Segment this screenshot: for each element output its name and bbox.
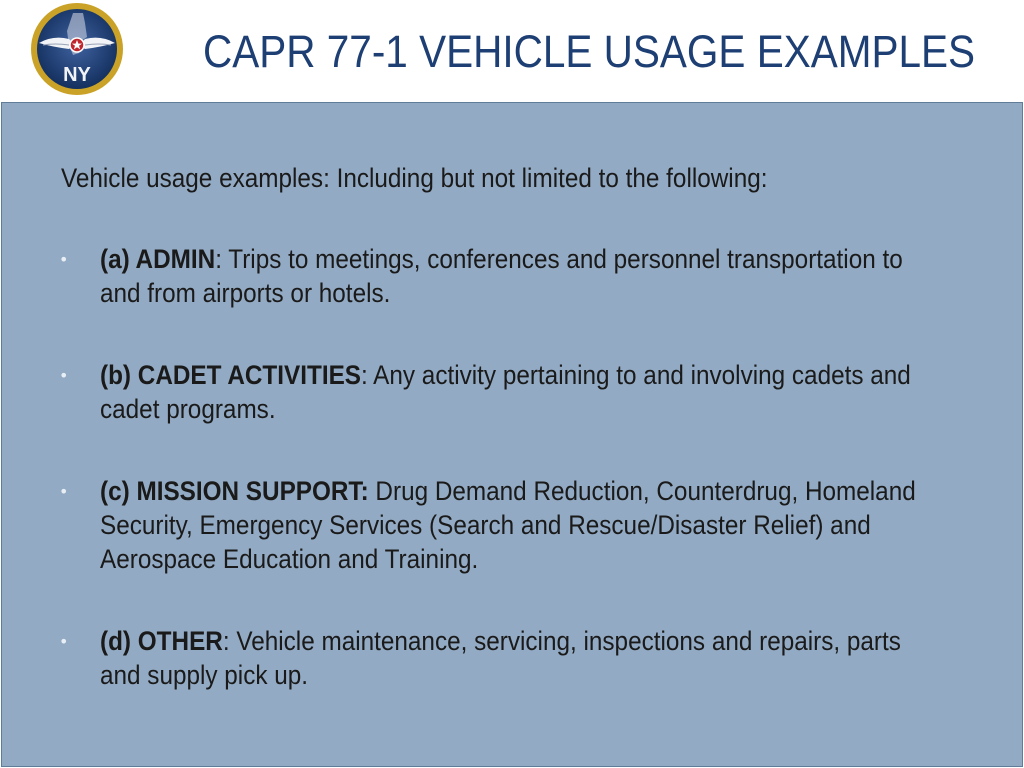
bullet-dot-icon: • [59, 250, 69, 269]
slide-title: CAPR 77-1 VEHICLE USAGE EXAMPLES [203, 26, 976, 77]
bullet-dot-icon: • [59, 366, 69, 385]
bullet-separator: : [215, 244, 222, 274]
bullet-text [100, 358, 946, 426]
intro-text: Vehicle usage examples: Including but not limited to the following: [61, 163, 768, 193]
bullet-label: (b) CADET ACTIVITIES [100, 360, 361, 390]
svg-text:NY: NY [63, 64, 91, 86]
bullet-description: Drug Demand Reduction, Counterdrug, Homeland Security, Emergency Services (Search and Rescue/Disaster Relief) and Aerospace Education and Training. [100, 476, 916, 574]
bullet-text [100, 474, 946, 576]
ny-wing-logo-icon [29, 1, 125, 97]
bullet-text [100, 624, 946, 692]
bullet-dot-icon: • [59, 632, 69, 651]
bullet-description: Trips to meetings, conferences and personnel transportation to and from airports or hotels. [100, 244, 903, 308]
bullet-dot-icon: • [59, 482, 69, 501]
bullet-separator: : [361, 360, 368, 390]
bullet-separator: : [222, 626, 230, 656]
bullet-text [100, 242, 946, 310]
bullet-description: Vehicle maintenance, servicing, inspections and repairs, parts and supply pick up. [100, 626, 901, 690]
bullet-label: (a) ADMIN [100, 244, 216, 274]
slide-header [0, 0, 1024, 102]
bullet-label: (d) OTHER [100, 626, 223, 656]
bullet-description: Any activity pertaining to and involving cadets and cadet programs. [100, 360, 911, 424]
bullet-label: (c) MISSION SUPPORT: [100, 476, 369, 506]
